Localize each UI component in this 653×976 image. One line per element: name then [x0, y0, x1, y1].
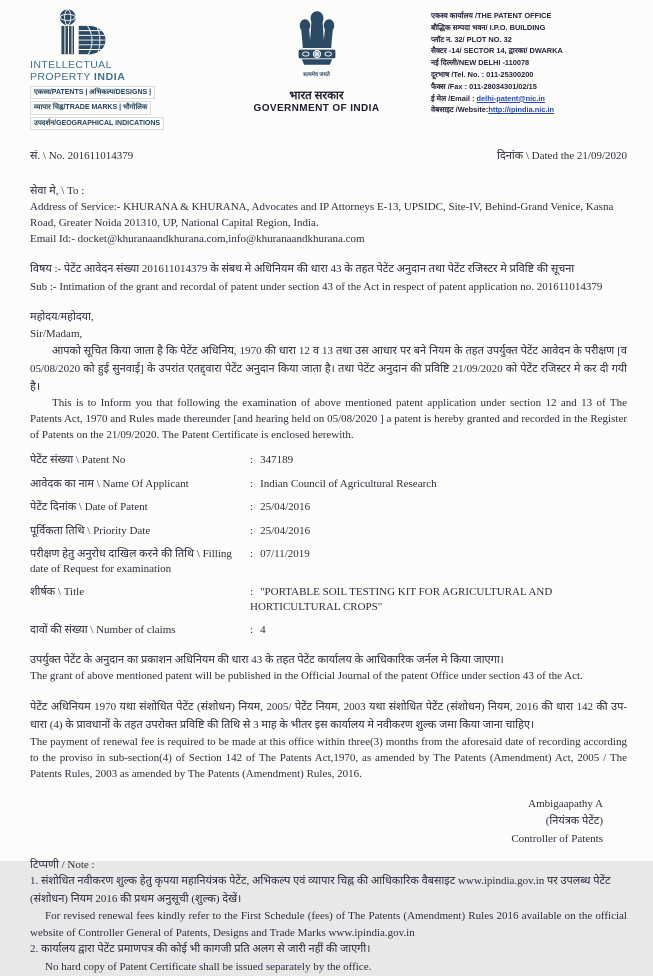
reference-row — [30, 148, 627, 163]
examination-request-date-value: 07/11/2019 — [260, 548, 310, 561]
publication-block — [30, 652, 627, 686]
to-label: सेवा मे, \ To : — [30, 185, 85, 197]
government-emblem-block — [217, 6, 417, 114]
patent-number-value: 347189 — [260, 454, 294, 467]
field-row-patent-no — [30, 453, 627, 468]
field-row-title — [30, 585, 627, 614]
field-separator: : — [250, 586, 254, 599]
grant-paragraph-hindi: आपको सूचित किया जाता है कि पेटेंट अधिनिय, 1970 की धारा 12 व 13 तथा उस आधार पर बने नियम के तहत उपर्युक्त पेटेंट आवेदन के परीक्षण [व 05/08/2020 को हुई सुनवाई] के उपरांत एतद्द्वारा पेटेंट अनुदान किया जाता है। तथा पेटेंट अनुदान की प्रविष्टि 21/09/2020 को पेटेंट रजिस्टर मे कर दी गयी है। — [30, 344, 627, 393]
subject-hindi: विषय :- पेटेंट आवेदन संख्या 201611014379 के संबध मे अधिनियम की धारा 43 के तहत पेटेंट अनुदान तथा पेटेंट रजिस्टर मे प्रविष्टि की सूचना — [30, 262, 575, 275]
field-label: शीर्षक \ Title — [30, 586, 85, 599]
note1-hindi: 1. संशोधित नवीकरण शुल्क हेतु कृपया महानियंत्रक पेटेंट, अभिकल्प एवं व्यापार चिह्न की आधिकारिक वैबसाइट www.ipindia.gov.in पर उपलब्ध पेटेंट (संशोधन) नियम 2016 की प्रथम अनुसूची (शुल्क) देखें। — [30, 875, 611, 905]
office-fax: फैक्स /Fax : 011-28034301/02/15 — [431, 81, 537, 91]
field-row-claims — [30, 623, 627, 638]
field-label: दावों की संख्या \ Number of claims — [30, 624, 176, 637]
satyameva-jayate-motto: सत्यमेव जयते — [303, 72, 330, 78]
field-label: पेटेंट संख्या \ Patent No — [30, 454, 126, 467]
field-value — [250, 500, 627, 515]
services-trademarks: व्यापार चिह्न/TRADE MARKS | भौगोलिक — [30, 101, 151, 114]
salutation-english: Sir/Madam, — [30, 328, 83, 341]
wordmark-line1: INTELLECTUAL — [30, 59, 112, 71]
field-value — [250, 547, 627, 576]
office-website-label: वेबसाइट /Website: — [431, 105, 489, 115]
renewal-english: The payment of renewal fee is required to be made at this office within three(3) months from the aforesaid date of recording according to the proviso in sub-section(4) of Section 142 of The Patents Act,1970, as amended by The Patents (Amendment) Act, 2005 / The Patents Rules, 2003 as amended by The Patents (Amendment) Rules, 2016. — [30, 736, 627, 780]
applicant-name-value: Indian Council of Agricultural Research — [260, 477, 437, 490]
service-address: Address of Service:- KHURANA & KHURANA, Advocates and IP Attorneys E-13, UPSIDC, Site-IV, Behind-Grand Venice, Kasna Road, Greater Noida 201310, UP, National Capital Region, India. — [30, 200, 614, 229]
signatory-title-english: Controller of Patents — [511, 832, 603, 845]
office-website-link[interactable]: http://ipindia.nic.in — [488, 105, 555, 115]
letter-date: दिनांक \ Dated the 21/09/2020 — [497, 150, 627, 162]
field-label: परीक्षण हेतु अनुरोध दाखिल करने की तिथि \ Filling date of Request for examination — [30, 548, 232, 575]
publication-hindi: उपर्युक्त पेटेंट के अनुदान का प्रकाशन अधिनियम की धारा 43 के तहत पेटेंट कार्यालय के आधिकारिक जर्नल मे किया जाएगा। — [30, 653, 504, 666]
claims-count-value: 4 — [260, 624, 266, 637]
renewal-hindi: पेटेंट अधिनियम 1970 यथा संशोधित पेटेंट (संशोधन) नियम, 2005/ पेटेंट नियम, 2003 यथा संशोधित पेटेंट (संशोधन) नियम, 2016 की धारा 142 की उप-धारा (4) के प्रावधानों के तहत उपरोक्त प्रविष्टि की तिथि से 3 माह के भीतर इस कार्यालय मे नवीकरण शुल्क जमा किया जाना चाहिए। — [30, 701, 627, 732]
office-email-link[interactable]: delhi-patent@nic.in — [476, 93, 545, 103]
addressee-email: Email Id:- docket@khuranaandkhurana.com,info@khuranaandkhurana.com — [30, 232, 365, 245]
signature-block — [30, 796, 627, 848]
field-separator: : — [250, 624, 254, 637]
office-email-row — [431, 93, 627, 105]
subject-block — [30, 261, 627, 296]
office-sector: सैक्टर -14/ SECTOR 14, द्वारका/ DWARKA — [431, 46, 563, 56]
wordmark-line2a: PROPERTY — [30, 71, 94, 84]
services-patents-designs: एकस्व/PATENTS | अभिकल्प/DESIGNS | — [30, 86, 155, 99]
field-value — [250, 623, 627, 638]
ip-india-wordmark — [30, 59, 202, 84]
patent-date-value: 25/04/2016 — [260, 501, 311, 514]
field-separator: : — [250, 477, 254, 490]
notes-heading: टिप्पणी / Note : — [30, 858, 95, 871]
field-separator: : — [250, 548, 254, 561]
field-value — [250, 453, 627, 468]
note2-hindi: 2. कार्यालय द्वारा पेटेंट प्रमाणपत्र की कोई भी कागजी प्रति अलग से जारी नहीं की जाएगी। — [30, 943, 371, 956]
note2-english: No hard copy of Patent Certificate shall be issued separately by the office. — [45, 961, 372, 974]
office-plot: प्लॉट न. 32/ PLOT NO. 32 — [431, 34, 512, 44]
services-gi: उपदर्शन/GEOGRAPHICAL INDICATIONS — [30, 117, 164, 130]
salutation-block — [30, 309, 627, 343]
national-emblem-icon — [291, 8, 343, 72]
field-row-priority-date — [30, 524, 627, 539]
field-value — [250, 477, 627, 492]
office-city: नई दिल्ली/NEW DELHI -110078 — [431, 58, 530, 68]
field-row-applicant — [30, 477, 627, 492]
field-separator: : — [250, 524, 254, 537]
wordmark-line2b: INDIA — [93, 71, 126, 84]
signatory-name: Ambigaapathy A — [528, 797, 603, 810]
addressee-block — [30, 184, 627, 248]
field-value — [250, 585, 627, 614]
patent-details-table — [30, 453, 627, 638]
office-phone: दूरभाष /Tel. No. : 011-25300200 — [431, 69, 534, 79]
government-of-india-english: GOVERNMENT OF INDIA — [253, 103, 380, 114]
field-separator: : — [250, 454, 254, 467]
ip-india-branding — [30, 6, 202, 130]
salutation-hindi: महोदय/महोदया, — [30, 310, 94, 323]
publication-english: The grant of above mentioned patent will be published in the Official Journal of the patent Office under section 43 of the Act. — [30, 670, 583, 683]
office-building: बौद्धिक सम्पदा भवन/ I.P.O. BUILDING — [431, 22, 546, 32]
field-row-date-of-patent — [30, 500, 627, 515]
signatory-title-hindi: (नियंत्रक पेटेंट) — [545, 814, 603, 827]
field-value — [250, 524, 627, 539]
field-label: पूर्विकता तिथि \ Priority Date — [30, 524, 151, 537]
office-name: एकस्व कार्यालय /THE PATENT OFFICE — [431, 11, 552, 20]
subject-english: Sub :- Intimation of the grant and recordal of patent under section 43 of the Act in respect of patent application no. 201611014379 — [30, 280, 603, 293]
office-email-label: ई मेल /Email : — [431, 93, 477, 103]
note1-english: For revised renewal fees kindly refer to the First Schedule (fees) of The Patents (Amendment) Rules 2016 available on the official website of Controller General of Patents, Designs and Trade Marks www.ipindia.gov.in — [30, 910, 627, 939]
office-website-row — [431, 104, 627, 116]
field-separator: : — [250, 501, 254, 514]
government-of-india-hindi: भारत सरकार — [289, 90, 344, 102]
field-label: आवेदक का नाम \ Name Of Applicant — [30, 477, 189, 490]
letter-number: सं. \ No. 201611014379 — [30, 150, 134, 162]
patent-office-address — [431, 6, 627, 116]
invention-title-value: "PORTABLE SOIL TESTING KIT FOR AGRICULTURAL AND HORTICULTURAL CROPS" — [250, 586, 553, 613]
ip-india-logo-icon — [52, 8, 118, 58]
renewal-fee-block — [30, 699, 627, 782]
priority-date-value: 25/04/2016 — [260, 524, 311, 537]
grant-paragraph-english: This is to Inform you that following the examination of above mentioned patent application under section 12 and 13 of The Patents Act, 1970 and Rules made thereunder [and hearing held on 05/08/2020 ] a patent is hereby granted and recorded in the Register of Patents on the 21/09/2020. The Patent Certificate is enclosed herewith. — [30, 397, 627, 442]
notes-block — [30, 857, 627, 976]
field-label: पेटेंट दिनांक \ Date of Patent — [30, 501, 148, 514]
field-row-examination-request — [30, 547, 627, 576]
letterhead — [30, 6, 627, 132]
